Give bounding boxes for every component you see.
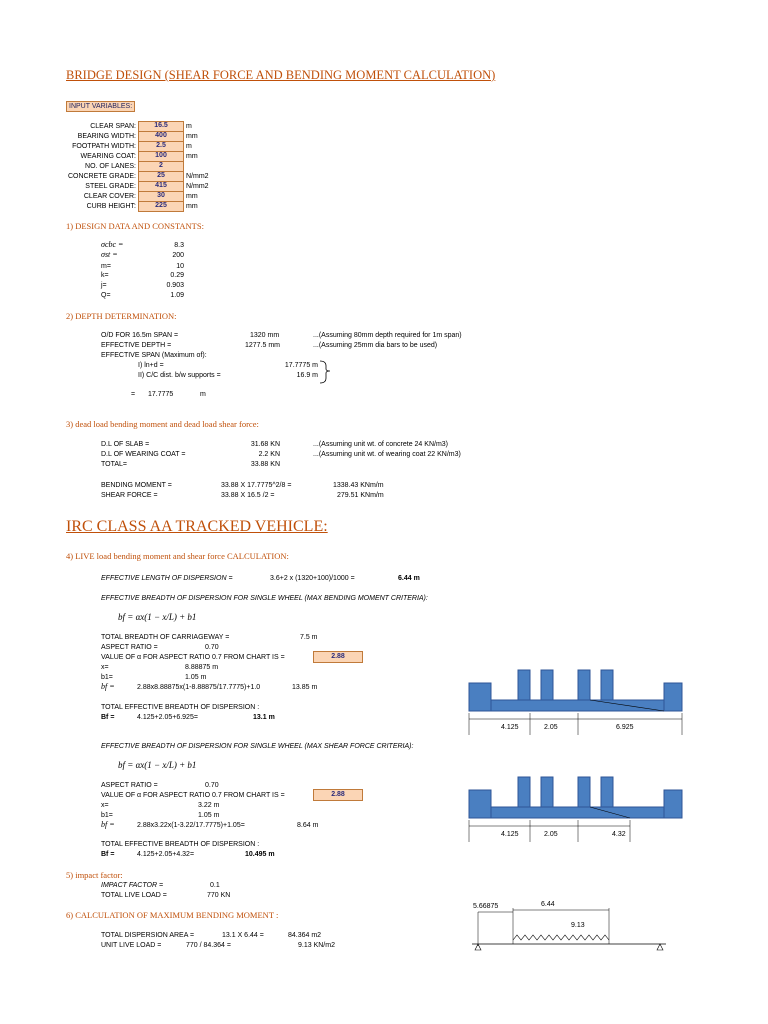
constant-value: 10 [176,263,184,270]
section-4-title: 4) LIVE load bending moment and shear force CALCULATION: [66,551,289,561]
bf-equation: 2.88x3.22x(1-3.22/17.7775)+1.05= [137,822,245,829]
ebd-sf-title: EFFECTIVE BREADTH OF DISPERSION FOR SINGLE WHEEL (MAX SHEAR FORCE CRITERIA): [101,743,414,750]
es-label: EFFECTIVE SPAN (Maximum of): [101,352,207,359]
Bf-value: 13.1 m [253,714,275,721]
es-i-value: 17.7775 m [284,362,318,369]
dl-total-value: 33.88 KN [250,461,280,468]
page-title: BRIDGE DESIGN (SHEAR FORCE AND BENDING MOMENT CALCULATION) [66,68,496,82]
input-label: CONCRETE GRADE: [67,173,136,180]
dim-label: 4.32 [612,831,626,838]
constant-value: 0.29 [170,272,184,279]
input-unit: N/mm2 [186,183,209,190]
dl-slab-label: D.L OF SLAB = [101,441,150,448]
bf-value: 13.85 m [292,684,318,691]
irc-heading: IRC CLASS AA TRACKED VEHICLE: [66,518,328,535]
section-6-title: 6) CALCULATION OF MAXIMUM BENDING MOMENT : [66,910,279,920]
x-value: 8.88875 m [185,664,219,671]
Bf-equation: 4.125+2.05+6.925= [137,714,198,721]
aspect-ratio-label: ASPECT RATIO = [101,782,158,789]
bf-equation: 2.88x8.88875x(1-8.88875/17.7775)+1.0 [137,684,261,691]
effective-span-result: 17.7775 [148,391,174,398]
x-value: 3.22 m [198,802,220,809]
input-cell[interactable]: 225 [138,201,184,212]
eld-label: EFFECTIVE LENGTH OF DISPERSION = [101,575,233,582]
input-variables-label: INPUT VARIABLES: [66,101,135,112]
input-label: STEEL GRADE: [85,183,136,190]
dim-label: 5.66875 [473,903,499,910]
input-unit: mm [186,203,198,210]
constant-value: 200 [172,252,184,259]
deck-slab [491,700,664,711]
x-label: x= [101,802,109,809]
input-label: NO. OF LANES: [85,163,136,170]
Bf-label: Bf = [101,851,115,858]
dl-total-label: TOTAL= [101,461,128,468]
dim-label: 4.125 [501,831,519,838]
input-cell[interactable]: 2 [138,161,184,172]
constant-label: Q= [101,292,111,299]
dim-label: 2.05 [544,831,558,838]
input-label: CURB HEIGHT: [86,203,136,210]
od-note: ...(Assuming 80mm depth required for 1m span) [313,332,462,339]
total-live-load-value: 770 KN [207,892,231,899]
ed-value: 1277.5 mm [245,342,281,349]
es-ii-value: 16.9 m [296,372,318,379]
eld-value: 6.44 m [398,575,420,582]
alpha-label: VALUE OF α FOR ASPECT RATIO 0.7 FROM CHART IS = [101,654,285,661]
input-unit: N/mm2 [186,173,209,180]
bf-value: 8.64 m [297,822,319,829]
dl-wc-note: ...(Assuming unit wt. of wearing coat 22 KN/m3) [313,451,461,458]
constant-label: σcbc = [101,240,124,249]
support-icon [657,944,663,950]
aspect-ratio-label: ASPECT RATIO = [101,644,158,651]
dim-label: 6.44 [541,901,555,908]
input-unit: mm [186,133,198,140]
ull-value: 9.13 KN/m2 [298,942,335,949]
tda-equation: 13.1 X 6.44 = [222,932,264,939]
curb-block [469,790,491,818]
effective-span-eq: = [131,391,136,398]
input-cell[interactable]: 30 [138,191,184,202]
b1-label: b1= [101,812,113,819]
od-label: O/D FOR 16.5m SPAN = [101,332,179,339]
bm-label: BENDING MOMENT = [101,482,172,489]
section-2-title: 2) DEPTH DETERMINATION: [66,311,177,321]
dispersion-formula: bf = αx(1 − x/L) + b1 [118,760,197,770]
sf-value: 279.51 KNm/m [337,492,384,499]
impact-factor-label: IMPACT FACTOR = [101,882,164,889]
x-label: x= [101,664,109,671]
aspect-ratio-value: 0.70 [205,782,219,789]
total-live-load-label: TOTAL LIVE LOAD = [101,892,167,899]
brace-icon [318,359,338,385]
input-cell[interactable]: 415 [138,181,184,192]
input-unit: mm [186,153,198,160]
input-cell[interactable]: 2.5 [138,141,184,152]
dl-slab-note: ...(Assuming unit wt. of concrete 24 KN/m3) [313,441,448,448]
input-label: CLEAR SPAN: [90,123,136,130]
load-value: 9.13 [571,922,585,929]
load-diagram [466,896,676,956]
effective-span-unit: m [200,391,206,398]
tbc-value: 7.5 m [300,634,318,641]
Bf-equation: 4.125+2.05+4.32= [137,851,195,858]
dispersion-diagram-sf [466,772,692,844]
b1-label: b1= [101,674,113,681]
dim-label: 4.125 [501,724,519,731]
input-label: BEARING WIDTH: [77,133,136,140]
input-cell[interactable]: 100 [138,151,184,162]
bm-value: 1338.43 KNm/m [333,482,384,489]
eld-equation: 3.6+2 x (1320+100)/1000 = [270,575,355,582]
es-i-label: I) ln+d = [138,362,164,369]
aspect-ratio-value: 0.70 [205,644,219,651]
input-label: FOOTPATH WIDTH: [72,143,136,150]
b1-value: 1.05 m [185,674,207,681]
dispersion-diagram-bm [466,665,692,737]
b1-value: 1.05 m [198,812,220,819]
constant-value: 0.903 [166,282,184,289]
input-cell[interactable]: 25 [138,171,184,182]
section-3-title: 3) dead load bending moment and dead load shear force: [66,419,259,429]
bf-label: bf = [101,820,115,829]
curb-block [664,790,682,818]
tebd-label: TOTAL EFFECTIVE BREADTH OF DISPERSION : [101,841,260,848]
udl-wave [513,935,609,940]
sf-equation: 33.88 X 16.5 /2 = [221,492,275,499]
ebd-bm-title: EFFECTIVE BREADTH OF DISPERSION FOR SINGLE WHEEL (MAX BENDING MOMENT CRITERIA): [101,595,428,602]
sf-label: SHEAR FORCE = [101,492,158,499]
bf-label: bf = [101,682,115,691]
dim-label: 2.05 [544,724,558,731]
ed-label: EFFECTIVE DEPTH = [101,342,172,349]
alpha-cell[interactable]: 2.88 [313,789,363,801]
tda-value: 84.364 m2 [288,932,322,939]
constant-value: 1.09 [170,292,184,299]
Bf-value: 10.495 m [245,851,275,858]
dim-label: 6.925 [616,724,634,731]
Bf-label: Bf = [101,714,115,721]
section-1-title: 1) DESIGN DATA AND CONSTANTS: [66,221,204,231]
ull-equation: 770 / 84.364 = [186,942,231,949]
es-ii-label: II) C/C dist. b/w supports = [138,372,221,379]
ull-label: UNIT LIVE LOAD = [101,942,162,949]
input-unit: m [186,123,192,130]
od-value: 1320 mm [250,332,280,339]
curb-block [469,683,491,711]
dispersion-formula: bf = αx(1 − x/L) + b1 [118,612,197,622]
tbc-label: TOTAL BREADTH OF CARRIAGEWAY = [101,634,230,641]
constant-label: j= [101,282,107,289]
constant-value: 8.3 [174,242,184,249]
constant-label: m= [101,263,111,270]
deck-slab [491,807,664,818]
alpha-cell[interactable]: 2.88 [313,651,363,663]
tda-label: TOTAL DISPERSION AREA = [101,932,195,939]
input-unit: mm [186,193,198,200]
alpha-label: VALUE OF α FOR ASPECT RATIO 0.7 FROM CHART IS = [101,792,285,799]
dl-slab-value: 31.68 KN [250,441,280,448]
bm-equation: 33.88 X 17.7775^2/8 = [221,482,292,489]
impact-factor-value: 0.1 [210,882,220,889]
dl-wc-label: D.L OF WEARING COAT = [101,451,186,458]
input-label: CLEAR COVER: [83,193,136,200]
ed-note: ...(Assuming 25mm dia bars to be used) [313,342,438,349]
constant-label: σst = [101,250,118,259]
dl-wc-value: 2.2 KN [258,451,280,458]
input-unit: m [186,143,192,150]
input-label: WEARING COAT: [80,153,136,160]
input-cell[interactable]: 16.5 [138,121,184,132]
constant-label: k= [101,272,109,279]
section-5-title: 5) impact factor: [66,870,123,880]
tebd-label: TOTAL EFFECTIVE BREADTH OF DISPERSION : [101,704,260,711]
curb-block [664,683,682,711]
input-cell[interactable]: 400 [138,131,184,142]
